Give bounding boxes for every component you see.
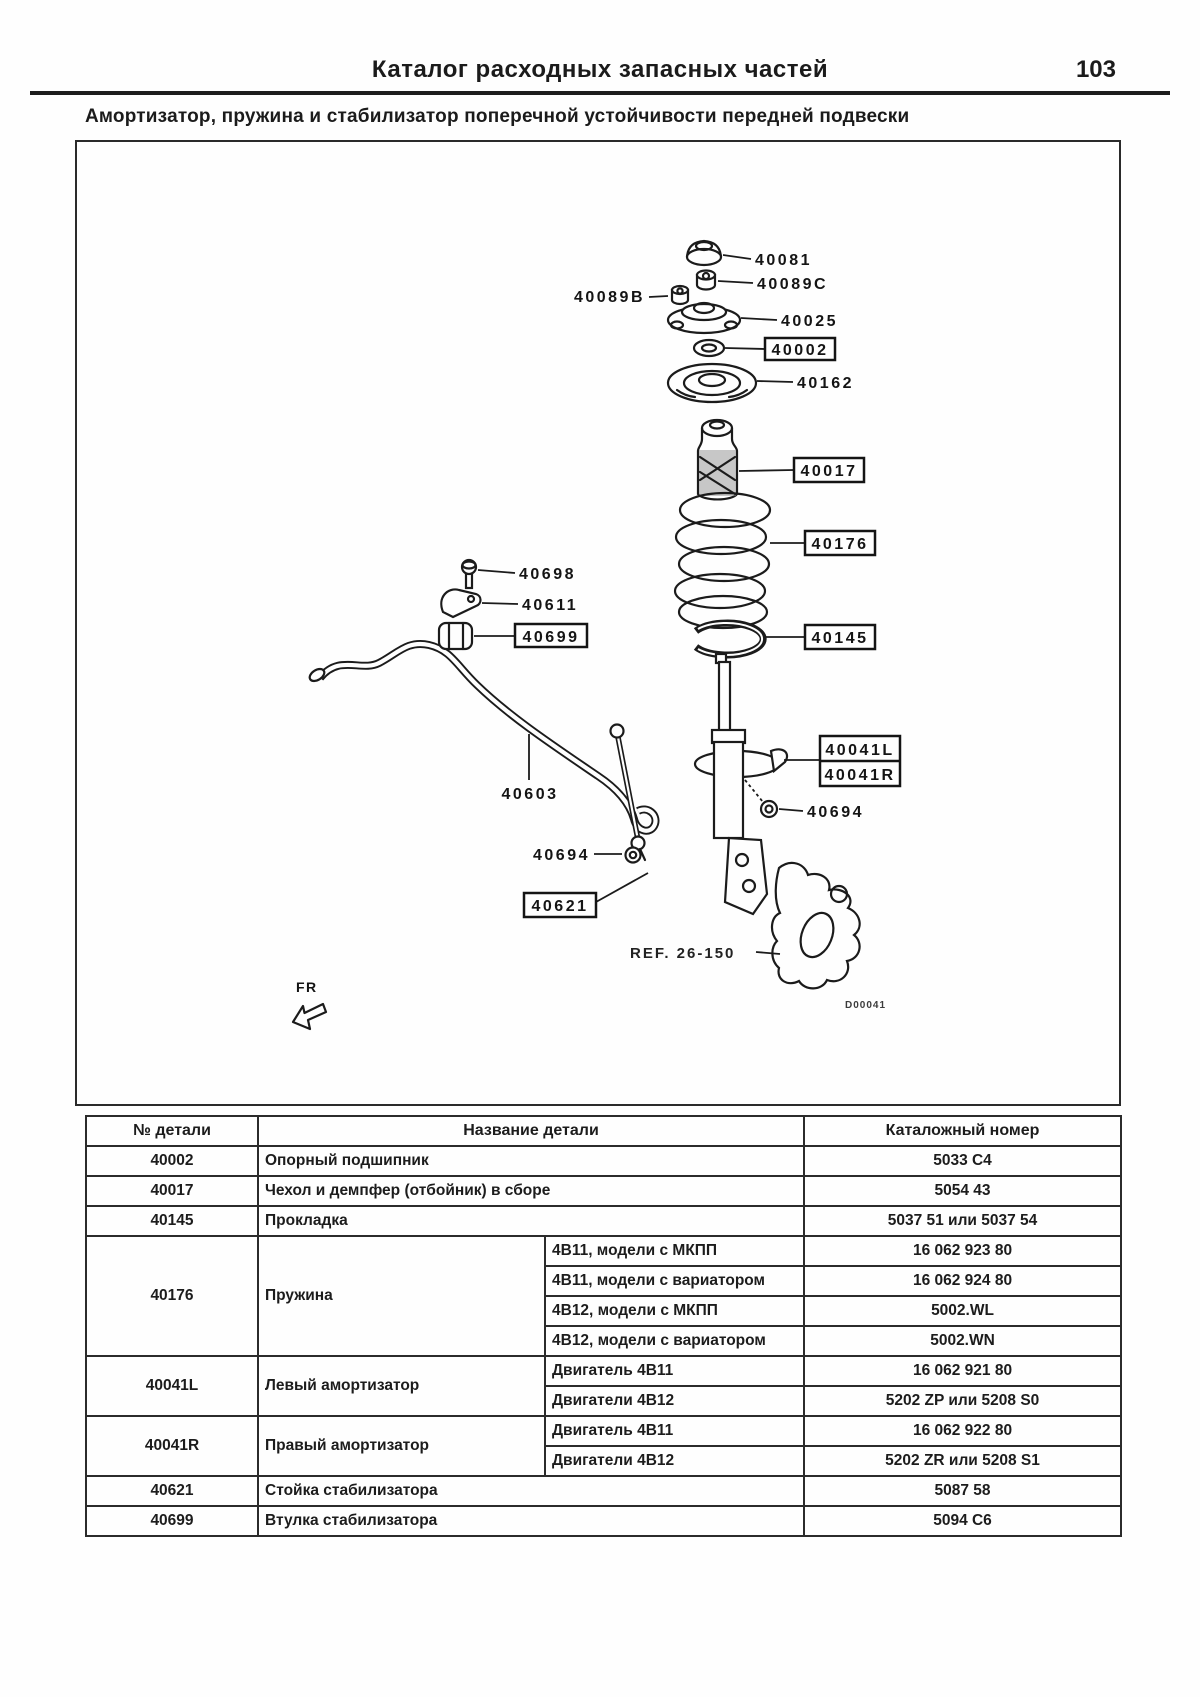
label-box-40145	[805, 625, 875, 649]
cell-catalog-no: 5094 C6	[804, 1506, 1121, 1536]
strut-mount-drawing	[668, 303, 740, 333]
cell-part-name: Стойка стабилизатора	[258, 1476, 804, 1506]
cell-variant-spec: Двигатель 4B11	[545, 1356, 804, 1386]
nut-40694-right-drawing	[761, 801, 777, 817]
label-40694-right: 40694	[807, 804, 864, 821]
table-row	[86, 1176, 1121, 1206]
cell-part-no: 40621	[86, 1476, 258, 1506]
spring-seat-drawing	[668, 364, 756, 402]
page-number: 103	[1075, 56, 1116, 83]
label-box-40699	[515, 624, 587, 647]
cell-variant-spec: Двигатели 4B12	[545, 1446, 804, 1476]
bearing-drawing	[694, 340, 724, 356]
table-row	[86, 1356, 1121, 1386]
cell-variant-spec: 4B11, модели с МКПП	[545, 1236, 804, 1266]
strut-drawing	[695, 654, 787, 914]
table-header-row	[86, 1116, 1121, 1146]
page-header	[0, 0, 1200, 84]
bump-stop-drawing	[698, 420, 737, 499]
cell-part-no: 40145	[86, 1206, 258, 1236]
cell-catalog-no: 16 062 922 80	[804, 1416, 1121, 1446]
cell-variant-spec: 4B11, модели с вариатором	[545, 1266, 804, 1296]
label-40041l: 40041L	[825, 742, 895, 759]
label-40699: 40699	[522, 629, 580, 646]
label-40089b: 40089B	[573, 289, 645, 306]
suspension-diagram	[75, 140, 1121, 1106]
label-40089c: 40089C	[757, 276, 829, 293]
cell-part-name: Пружина	[258, 1236, 545, 1356]
nut-40089b-drawing	[672, 286, 688, 304]
cell-catalog-no: 5202 ZP или 5208 S0	[804, 1386, 1121, 1416]
page-title: Каталог расходных запасных частей	[371, 56, 829, 83]
cell-variant-spec: Двигатели 4B12	[545, 1386, 804, 1416]
label-40694-left: 40694	[533, 847, 590, 864]
coil-spring-drawing	[675, 493, 770, 628]
header-part-name: Название детали	[258, 1116, 804, 1146]
section-title: Амортизатор, пружина и стабилизатор поперечной устойчивости передней подвески	[85, 106, 910, 127]
cell-part-no: 40699	[86, 1506, 258, 1536]
cell-catalog-no: 16 062 923 80	[804, 1236, 1121, 1266]
header-catalog-no: Каталожный номер	[804, 1116, 1121, 1146]
nut-40694-left-drawing	[626, 848, 641, 863]
table-row	[86, 1416, 1121, 1446]
cell-part-name: Чехол и демпфер (отбойник) в сборе	[258, 1176, 804, 1206]
label-40017: 40017	[800, 463, 858, 480]
stabilizer-bolt-drawing	[462, 560, 476, 588]
label-40162: 40162	[797, 375, 854, 392]
diagram-svg	[77, 142, 1119, 1104]
cell-part-no: 40041L	[86, 1356, 258, 1416]
fr-arrow-icon	[293, 1004, 326, 1029]
table-row	[86, 1476, 1121, 1506]
parts-table	[85, 1115, 1122, 1537]
cell-part-no: 40017	[86, 1176, 258, 1206]
cell-catalog-no: 5002.WL	[804, 1296, 1121, 1326]
cell-catalog-no: 5037 51 или 5037 54	[804, 1206, 1121, 1236]
cell-catalog-no: 16 062 921 80	[804, 1356, 1121, 1386]
cell-part-name: Втулка стабилизатора	[258, 1506, 804, 1536]
cell-part-name: Правый амортизатор	[258, 1416, 545, 1476]
stabilizer-bar-drawing	[308, 644, 656, 831]
label-40176: 40176	[811, 536, 869, 553]
cell-part-no: 40041R	[86, 1416, 258, 1476]
cell-part-name: Опорный подшипник	[258, 1146, 804, 1176]
label-box-40176	[805, 531, 875, 555]
knuckle-drawing	[772, 863, 860, 988]
header-part-no: № детали	[86, 1116, 258, 1146]
table-row	[86, 1236, 1121, 1266]
cell-part-name: Прокладка	[258, 1206, 804, 1236]
label-40603: 40603	[501, 786, 559, 803]
table-row	[86, 1506, 1121, 1536]
stabilizer-bracket-drawing	[441, 589, 480, 617]
label-40041r: 40041R	[824, 767, 896, 784]
cell-catalog-no: 5002.WN	[804, 1326, 1121, 1356]
label-box-40621	[524, 893, 596, 917]
cell-variant-spec: Двигатель 4B11	[545, 1416, 804, 1446]
label-box-40002	[765, 338, 835, 360]
label-40081: 40081	[755, 252, 812, 269]
cell-catalog-no: 5033 C4	[804, 1146, 1121, 1176]
label-40611: 40611	[522, 597, 579, 614]
cell-catalog-no: 16 062 924 80	[804, 1266, 1121, 1296]
cell-variant-spec: 4B12, модели с МКПП	[545, 1296, 804, 1326]
ref-note: REF. 26-150	[630, 945, 736, 962]
table-row	[86, 1206, 1121, 1236]
cell-variant-spec: 4B12, модели с вариатором	[545, 1326, 804, 1356]
cell-catalog-no: 5087 58	[804, 1476, 1121, 1506]
label-40698: 40698	[519, 566, 576, 583]
label-box-40041	[820, 736, 900, 786]
cell-part-name: Левый амортизатор	[258, 1356, 545, 1416]
nut-40089c-drawing	[697, 271, 715, 290]
top-cap-drawing	[687, 241, 721, 265]
stabilizer-bushing-drawing	[439, 623, 472, 649]
cell-catalog-no: 5202 ZR или 5208 S1	[804, 1446, 1121, 1476]
cell-catalog-no: 5054 43	[804, 1176, 1121, 1206]
cell-part-no: 40176	[86, 1236, 258, 1356]
label-40025: 40025	[781, 313, 838, 330]
label-40145: 40145	[811, 630, 869, 647]
table-row	[86, 1146, 1121, 1176]
drawing-code: D00041	[845, 1000, 887, 1011]
label-40621: 40621	[531, 898, 589, 915]
fr-label: FR	[296, 979, 318, 995]
cell-part-no: 40002	[86, 1146, 258, 1176]
label-box-40017	[794, 458, 864, 482]
header-rule	[30, 91, 1170, 95]
label-40002: 40002	[771, 342, 829, 359]
